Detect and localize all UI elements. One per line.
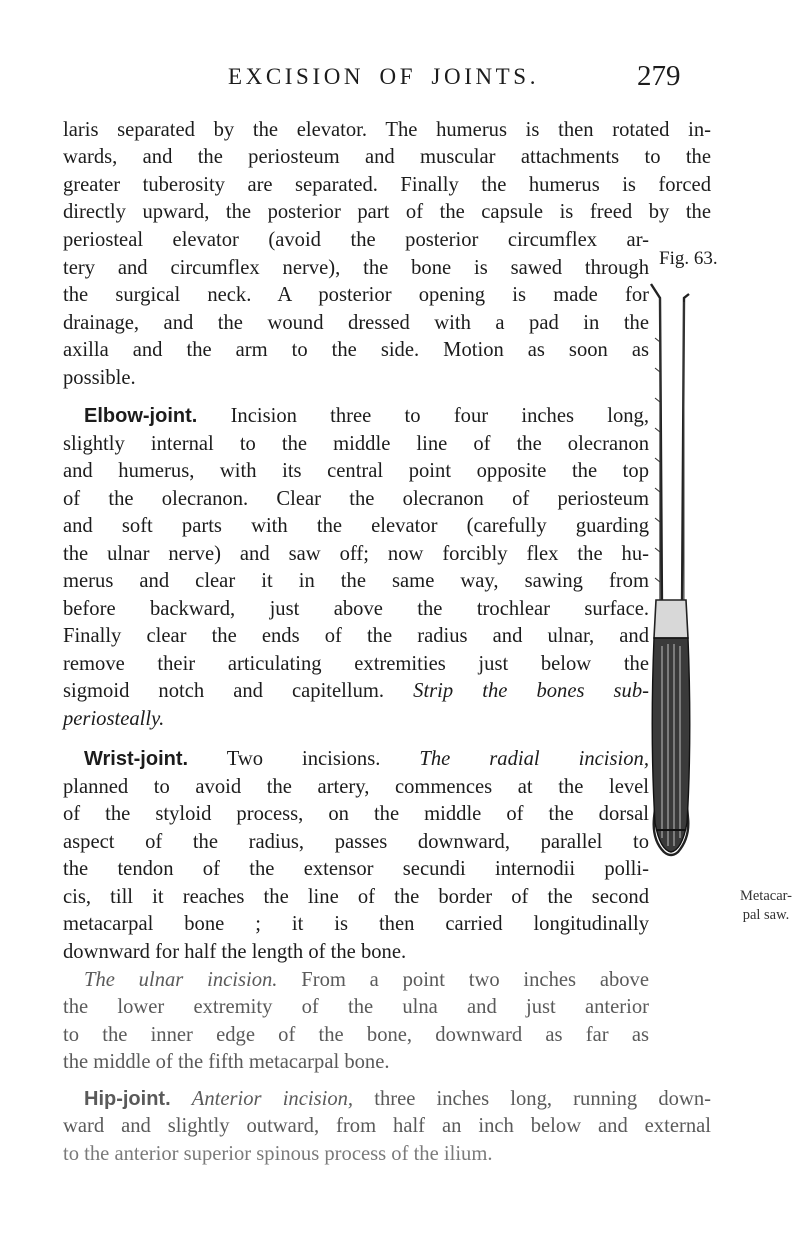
text-line: planned to avoid the artery, commences at the level	[63, 776, 649, 798]
text-line: drainage, and the wound dressed with a pad in the	[63, 312, 649, 334]
text-line: The ulnar incision. From a point two inches above	[84, 969, 649, 991]
figure-label: Fig. 63.	[659, 248, 718, 269]
section-heading-wrist: Wrist-joint.	[84, 748, 189, 770]
text-line: downward for half the length of the bone.	[63, 941, 407, 963]
text-line: Elbow-joint. Incision three to four inches long,	[84, 405, 649, 427]
text-line: and humerus, with its central point opposite the top	[63, 460, 649, 482]
text-line: merus and clear it in the same way, sawing from	[63, 570, 649, 592]
text-line: Wrist-joint. Two incisions. The radial incision,	[84, 748, 649, 770]
saw-ferrule	[654, 600, 688, 638]
text-line: directly upward, the posterior part of the capsule is freed by the	[63, 201, 711, 223]
text-line: metacarpal bone ; it is then carried longitudinally	[63, 913, 649, 935]
text-line: tery and circumflex nerve), the bone is sawed through	[63, 257, 649, 279]
text-line: the lower extremity of the ulna and just anterior	[63, 996, 649, 1018]
text-line: greater tuberosity are separated. Finally the humerus is forced	[63, 174, 711, 196]
section-heading-hip: Hip-joint.	[84, 1088, 171, 1110]
text-line: before backward, just above the trochlear surface.	[63, 598, 649, 620]
text-line: aspect of the radius, passes downward, parallel to	[63, 831, 649, 853]
text-line: cis, till it reaches the line of the border of the second	[63, 886, 649, 908]
text-line: sigmoid notch and capitellum. Strip the bones sub-	[63, 680, 650, 702]
text-line: remove their articulating extremities just below the	[63, 653, 649, 675]
text-line: laris separated by the elevator. The humerus is then rotated in-	[63, 119, 711, 141]
running-head	[0, 62, 800, 102]
text-line: Finally clear the ends of the radius and ulnar, and	[63, 625, 649, 647]
text-line: of the olecranon. Clear the olecranon of periosteum	[63, 488, 649, 510]
text-line: axilla and the arm to the side. Motion as soon as	[63, 339, 649, 361]
text-line: Hip-joint. Anterior incision, three inches long, running down-	[84, 1088, 711, 1110]
text-line: to the anterior superior spinous process of the ilium.	[63, 1143, 493, 1165]
text-line: the middle of the fifth metacarpal bone.	[63, 1051, 390, 1073]
page-number: 279	[637, 60, 681, 92]
text-line: the ulnar nerve) and saw off; now forcibly flex the hu-	[63, 543, 649, 565]
text-line: and soft parts with the elevator (carefully guarding	[63, 515, 649, 537]
figure-caption: Metacar- pal saw.	[739, 888, 793, 923]
metacarpal-saw-illustration	[638, 278, 704, 882]
saw-teeth	[655, 338, 660, 582]
saw-handle	[652, 638, 690, 852]
text-line: periosteal elevator (avoid the posterior circumflex ar-	[63, 229, 649, 251]
text-line: the tendon of the extensor secundi internodii polli-	[63, 858, 649, 880]
text-line: of the styloid process, on the middle of the dorsal	[63, 803, 649, 825]
text-line: slightly internal to the middle line of the olecranon	[63, 433, 649, 455]
text-line: to the inner edge of the bone, downward as far as	[63, 1024, 649, 1046]
section-heading-elbow: Elbow-joint.	[84, 405, 198, 427]
text-line: periosteally.	[63, 708, 165, 730]
text-line: possible.	[63, 367, 136, 389]
text-line: wards, and the periosteum and muscular attachments to the	[63, 146, 711, 168]
running-title: EXCISION OF JOINTS.	[228, 64, 540, 89]
text-line: the surgical neck. A posterior opening is made for	[63, 284, 649, 306]
text-line: ward and slightly outward, from half an inch below and external	[63, 1115, 711, 1137]
